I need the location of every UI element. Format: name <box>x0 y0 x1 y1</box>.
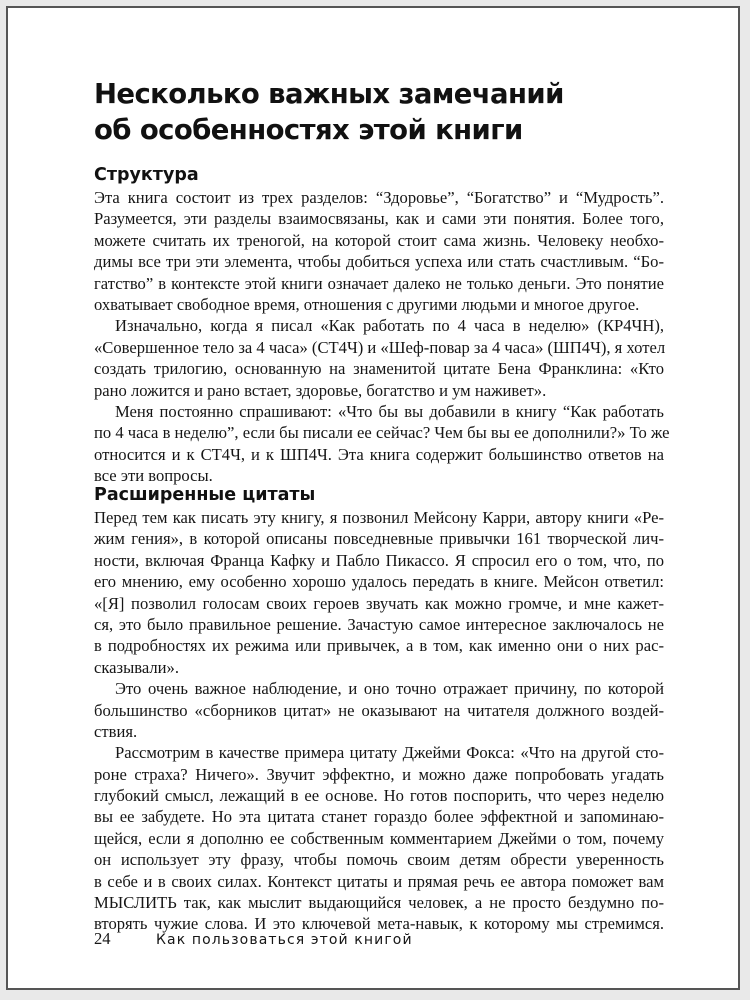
text-line: Меня постоянно спрашивают: «Что бы вы добавили в книгу “Как работать <box>115 401 664 421</box>
text-line: все эти вопросы. <box>94 466 213 486</box>
text-line: «[Я] позволил голосам своих героев звучать как можно громче, и мне кажет- <box>94 593 664 613</box>
page-title-line-1: Несколько важных замечаний <box>94 78 564 110</box>
text-line: охватывает свободное время, отношения с другими людьми и многое другое. <box>94 294 640 314</box>
text-line: «Совершенное тело за 4 часа» (СТ4Ч) и «Шеф-повар за 4 часа» (ШП4Ч), я хотел <box>94 337 666 357</box>
text-line: Это очень важное наблюдение, и оно точно отражает причину, по которой <box>115 679 664 699</box>
section-heading-extended-quotes: Расширенные цитаты <box>94 485 316 505</box>
text-line: большинство «сборников цитат» не оказывают на читателя должного воздей- <box>94 700 664 720</box>
text-line: в подробностях их режима или привычек, а в том, как именно они о них рас- <box>94 636 664 656</box>
text-line: Рассмотрим в качестве примера цитату Джейми Фокса: «Что на другой сто- <box>115 743 664 763</box>
text-line: глубокий смысл, лежащий в ее основе. Но готов поспорить, что через неделю <box>94 786 664 806</box>
page-title-line-2: об особенностях этой книги <box>94 114 523 146</box>
running-title: Как пользоваться этой книгой <box>156 932 413 948</box>
text-line: Разумеется, эти разделы взаимосвязаны, как и сами эти понятия. Более того, <box>94 209 664 229</box>
section-body-extended-quotes <box>94 507 664 935</box>
text-line: он использует эту фразу, чтобы помочь своим детям обрести уверенность <box>94 850 664 870</box>
text-line: жим гения», в которой описаны повседневные привычки 161 творческой лич- <box>94 529 664 549</box>
text-line: димы все три эти элемента, чтобы добиться успеха или стать счастливым. “Бо- <box>94 252 664 272</box>
text-line: относится и к СТ4Ч, и к ШП4Ч. Эта книга содержит большинство ответов на <box>94 444 664 464</box>
text-line: рано ложится и рано встает, здоровье, богатство и ум наживет». <box>94 380 547 400</box>
text-line: ности, включая Франца Кафку и Пабло Пикассо. Я спросил его о том, что, по <box>94 550 664 570</box>
text-line: роне страха? Ничего». Звучит эффектно, и можно даже попробовать угадать <box>94 764 664 784</box>
text-line: МЫСЛИТЬ так, как мыслит выдающийся человек, а не просто бездумно по- <box>94 893 664 913</box>
text-line: Эта книга состоит из трех разделов: “Здоровье”, “Богатство” и “Мудрость”. <box>94 188 664 207</box>
page-title <box>94 76 654 148</box>
text-line: его мнению, ему особенно хорошо удалось передать в книге. Мейсон ответил: <box>94 572 664 592</box>
text-line: щейся, если я дополню ее собственным комментарием Джейми о том, почему <box>94 828 664 848</box>
text-line: вы ее забудете. Но эта цитата станет гораздо более эффектной и запоминаю- <box>94 807 664 827</box>
text-line: можете считать их треногой, на которой стоит сама жизнь. Человеку необхо- <box>94 230 664 250</box>
text-line: ся, это было правильное решение. Зачастую самое интересное заключалось не <box>94 614 664 634</box>
text-line: ствия. <box>94 721 138 741</box>
text-line: сказывали». <box>94 657 179 677</box>
text-line: Изначально, когда я писал «Как работать по 4 часа в неделю» (КР4ЧН), <box>115 316 664 336</box>
text-line: Перед тем как писать эту книгу, я позвонил Мейсону Карри, автору книги «Ре- <box>94 508 664 527</box>
text-line: гатство” в контексте этой книги означает далеко не только деньги. Это понятие <box>94 273 664 293</box>
section-heading-structure: Структура <box>94 165 199 185</box>
text-line: в себе и в своих силах. Контекст цитаты и прямая речь ее автора поможет вам <box>94 871 664 891</box>
text-line: вторять чужие слова. И это ключевой мета-навык, к которому мы стремимся. <box>94 914 664 934</box>
page-footer <box>94 929 413 950</box>
section-body-structure <box>94 187 670 486</box>
text-line: создать трилогию, основанную на знаменитой цитате Бена Франклина: «Кто <box>94 359 664 379</box>
page-number: 24 <box>94 929 111 948</box>
text-line: по 4 часа в неделю”, если бы писали ее сейчас? Чем бы вы ее дополнили?» То же <box>94 423 670 443</box>
